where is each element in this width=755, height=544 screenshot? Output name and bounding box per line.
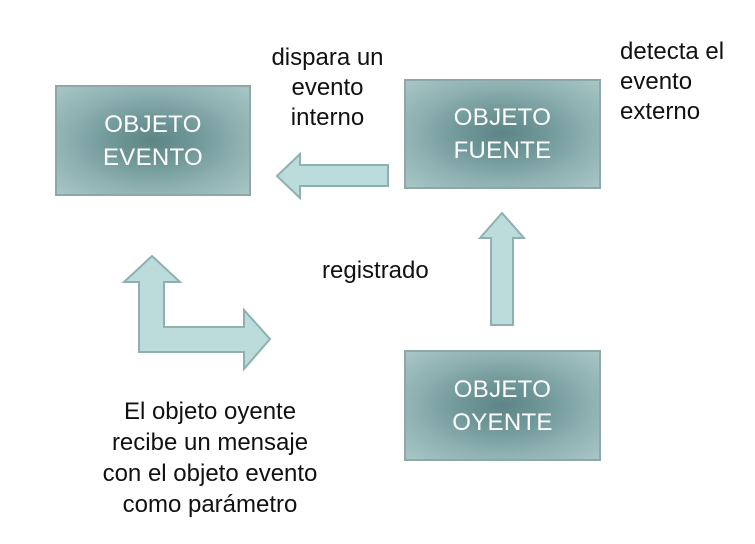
dispara-line2: evento bbox=[291, 74, 364, 101]
mensaje-line4: como parámetro bbox=[122, 491, 298, 518]
left-arrow-icon bbox=[277, 154, 388, 198]
mensaje-line3: con el objeto evento bbox=[102, 460, 318, 487]
detecta-line2: evento bbox=[620, 68, 693, 95]
objeto-evento-line1: OBJETO bbox=[104, 110, 202, 138]
up-arrow-icon bbox=[480, 213, 524, 325]
detecta-line3: externo bbox=[620, 98, 701, 125]
mensaje-line1: El objeto oyente bbox=[123, 398, 297, 425]
bent-arrow-icon bbox=[124, 256, 270, 369]
objeto-fuente-line1: OBJETO bbox=[453, 104, 552, 131]
detecta-label bbox=[620, 37, 724, 127]
detecta-line1: detecta el bbox=[620, 38, 725, 65]
mensaje-label bbox=[60, 396, 360, 520]
dispara-line3: interno bbox=[290, 104, 365, 131]
objeto-oyente-line2: OYENTE bbox=[452, 408, 553, 436]
objeto-fuente-line2: FUENTE bbox=[453, 137, 552, 164]
objeto-oyente-line1: OBJETO bbox=[453, 375, 552, 403]
dispara-label bbox=[250, 43, 405, 133]
mensaje-line2: recibe un mensaje bbox=[111, 429, 309, 456]
registrado-label bbox=[322, 256, 429, 286]
dispara-line1: dispara un bbox=[271, 44, 384, 71]
objeto-evento-line2: EVENTO bbox=[102, 143, 204, 171]
registrado-text: registrado bbox=[322, 257, 429, 284]
